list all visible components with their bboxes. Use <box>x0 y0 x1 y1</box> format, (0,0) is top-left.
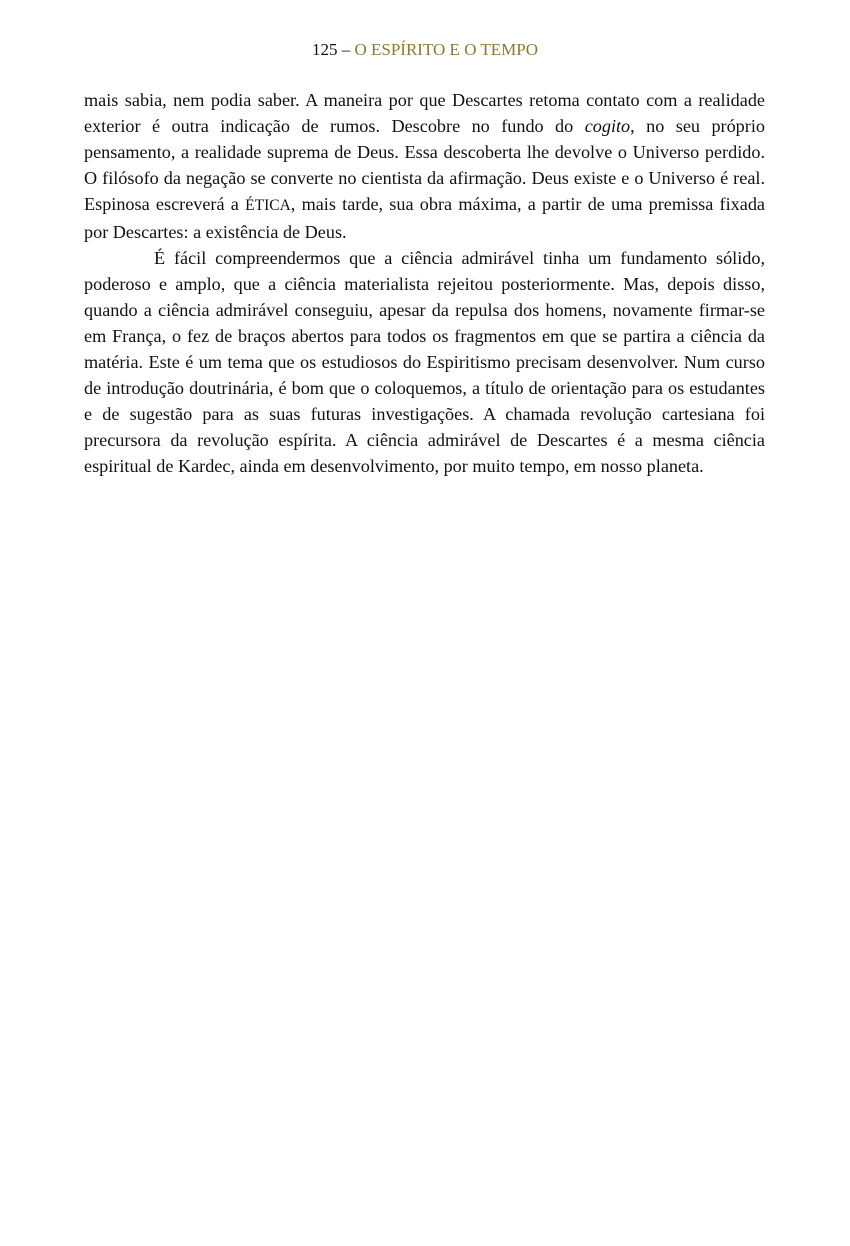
paragraph-1 <box>84 87 765 245</box>
header-separator: – <box>337 40 355 59</box>
etica-title: ÉTICA <box>245 197 291 214</box>
running-header <box>0 38 850 62</box>
page-number: 125 <box>311 40 338 59</box>
paragraph-1-text-b: , no seu próprio pensamento, a realidade suprema de Deus. Essa descoberta lhe devolve o Universo perdido. O filósofo da negação se converte no cientista da afirmação. Deus existe e o Universo é real. Espinosa escreverá a <box>84 116 765 214</box>
cogito-term: cogito <box>584 116 631 136</box>
paragraph-1-text-c: , mais tarde, sua obra máxima, a partir de uma premissa fixada por Descartes: a existência de Deus. <box>84 194 765 242</box>
book-title: O ESPÍRITO E O TEMPO <box>354 40 539 59</box>
paragraph-2: É fácil compreendermos que a ciência admirável tinha um fundamento sólido, poderoso e amplo, que a ciência materialista rejeitou posteriormente. Mas, depois disso, quando a ciência admirável conseguiu, apesar da repulsa dos homens, novamente firmar-se em França, o fez de braços abertos para todos os fragmentos em que se partira a ciência da matéria. Este é um tema que os estudiosos do Espiritismo precisam desenvolver. Num curso de introdução doutrinária, é bom que o coloquemos, a título de orientação para os estudantes e de sugestão para as suas futuras investigações. A chamada revolução cartesiana foi precursora da revolução espírita. A ciência admirável de Descartes é a mesma ciência espiritual de Kardec, ainda em desenvolvimento, por muito tempo, em nosso planeta. <box>84 248 765 476</box>
paragraph-1-text-a: mais sabia, nem podia saber. A maneira por que Descartes retoma contato com a realidade exterior é outra indicação de rumos. Descobre no fundo do <box>84 90 765 136</box>
body-text <box>84 87 765 479</box>
